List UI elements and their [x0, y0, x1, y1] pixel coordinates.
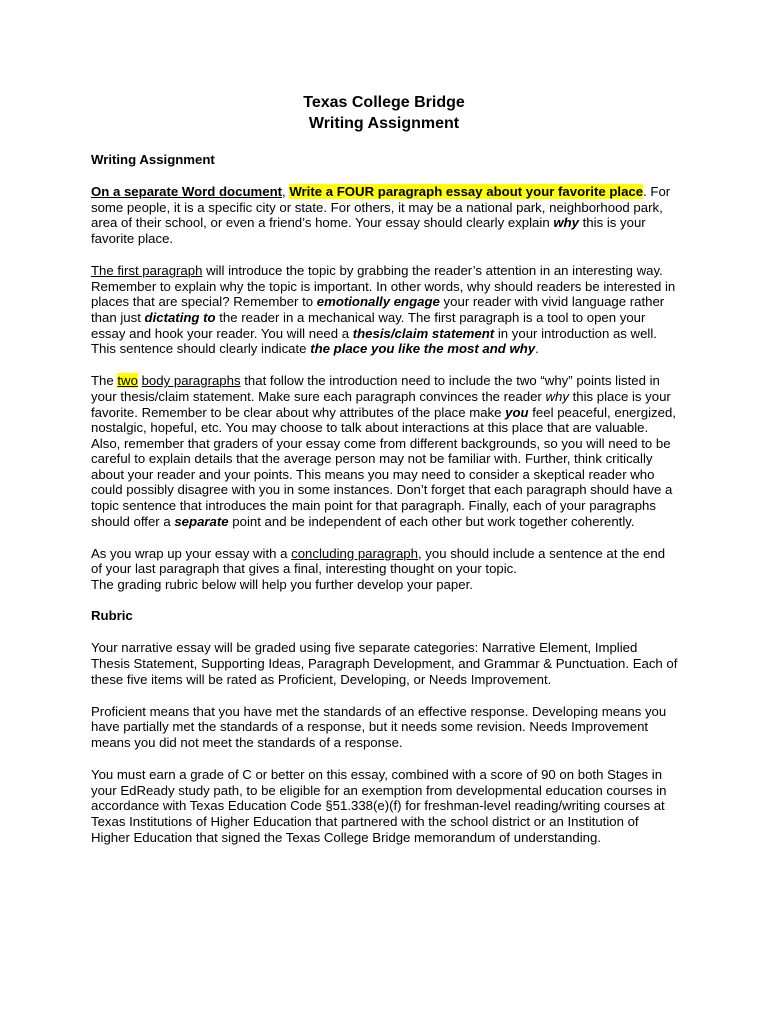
rubric-paragraph-exemption: You must earn a grade of C or better on this essay, combined with a score of 90 on both Stages in your EdReady study path, to be eligible for an exemption from developmental education courses in accordance with Texas Education Code §51.338(e)(f) for freshman-level reading/writing courses at Texas Institutions of Higher Education that partnered with the school district or an Institution of Higher Education that signed the Texas College Bridge memorandum of understanding.: [91, 767, 667, 845]
section-heading-writing-assignment: Writing Assignment: [91, 152, 215, 167]
text-run: .: [535, 341, 539, 357]
text-run: point and be independent of each other but work together coherently.: [228, 513, 635, 529]
text-run: The: [91, 373, 118, 389]
text-run: your reader with vivid language rather than just: [91, 294, 665, 325]
rubric-paragraph-levels: Proficient means that you have met the standards of an effective response. Developing means you have partially met the standards of a response, but it needs some revision. Needs Improvement means you did not meet the standards of a response.: [91, 703, 667, 750]
text-run: concluding paragraph: [291, 545, 418, 561]
title-line-2: Writing Assignment: [308, 115, 460, 132]
text-run: Write a FOUR paragraph essay about your favorite place: [289, 184, 644, 200]
text-run: feel peaceful, energized, nostalgic, hopeful, etc. You may choose to talk about interactions at this place that are valuable. Also, remember that graders of your essay come from different backgrounds, so you will need to be careful to explain details that the average person may not be familiar with. Further, think critically about your reader and your points. This means you may need to consider a skeptical reader who could possibly disagree with you in some instances. Don’t forget that each paragraph should have a topic sentence that introduces the main point for that paragraph. Finally, each of your paragraphs should offer a: [91, 404, 676, 529]
text-run: that follow the introduction need to include the two “why” points listed in your thesis/claim statement. Make sure each paragraph convinces the reader: [91, 373, 660, 404]
text-run: you: [505, 404, 529, 420]
text-run: two: [117, 373, 138, 389]
paragraph-first-paragraph: [91, 263, 679, 357]
document-body: [91, 152, 679, 845]
text-run: emotionally engage: [316, 294, 440, 310]
text-run: this place is your favorite. Remember to be clear about why attributes of the place make: [91, 388, 671, 420]
paragraph-concluding: [91, 546, 679, 577]
text-run: the reader in a mechanical way. The first paragraph is a tool to open your essay and hook your reader. You will need a: [91, 309, 646, 341]
text-run: will introduce the topic by grabbing the reader’s attention in an interesting way. Remember to explain why the topic is important. In other words, why should readers be interested in places that are special? Remember to: [91, 263, 676, 310]
text-run: in your introduction as well. This sentence should clearly indicate: [91, 325, 657, 357]
text-run: ,: [282, 184, 290, 200]
rubric-paragraph-categories: Your narrative essay will be graded using five separate categories: Narrative Element, Implied Thesis Statement, Supporting Ideas, Paragraph Development, and Grammar & Punctuation. Each of these five items will be rated as Proficient, Developing, or Needs Improvement.: [91, 640, 678, 687]
text-run: this is your favorite place.: [91, 215, 646, 246]
text-run: dictating to: [144, 309, 216, 325]
text-run: the place you like the most and why: [310, 341, 536, 357]
section-heading-rubric: Rubric: [91, 608, 133, 624]
text-run: why: [553, 215, 579, 231]
paragraph-intro-instruction: [91, 184, 679, 246]
text-run: The grading rubric below will help you further develop your paper.: [91, 577, 473, 593]
paragraph-body-paragraphs: [91, 373, 679, 529]
text-run: On a separate Word document: [91, 184, 283, 200]
text-run: The first paragraph: [91, 263, 203, 279]
title-line-1: Texas College Bridge: [303, 94, 465, 111]
text-run: body paragraphs: [141, 373, 241, 389]
text-run: , you should include a sentence at the end of your last paragraph that gives a final, interesting thought on your topic.: [91, 545, 666, 577]
text-run: separate: [174, 513, 229, 529]
text-run: . For some people, it is a specific city or state. For others, it may be a national park, neighborhood park, area of their school, or even a friend’s home. Your essay should clearly explain: [91, 184, 671, 231]
text-run: why: [545, 388, 569, 404]
text-run: As you wrap up your essay with a: [91, 545, 292, 561]
text-run: thesis/claim statement: [352, 325, 495, 341]
paragraph-rubric-lead: [91, 577, 679, 593]
document-title: [0, 92, 768, 134]
